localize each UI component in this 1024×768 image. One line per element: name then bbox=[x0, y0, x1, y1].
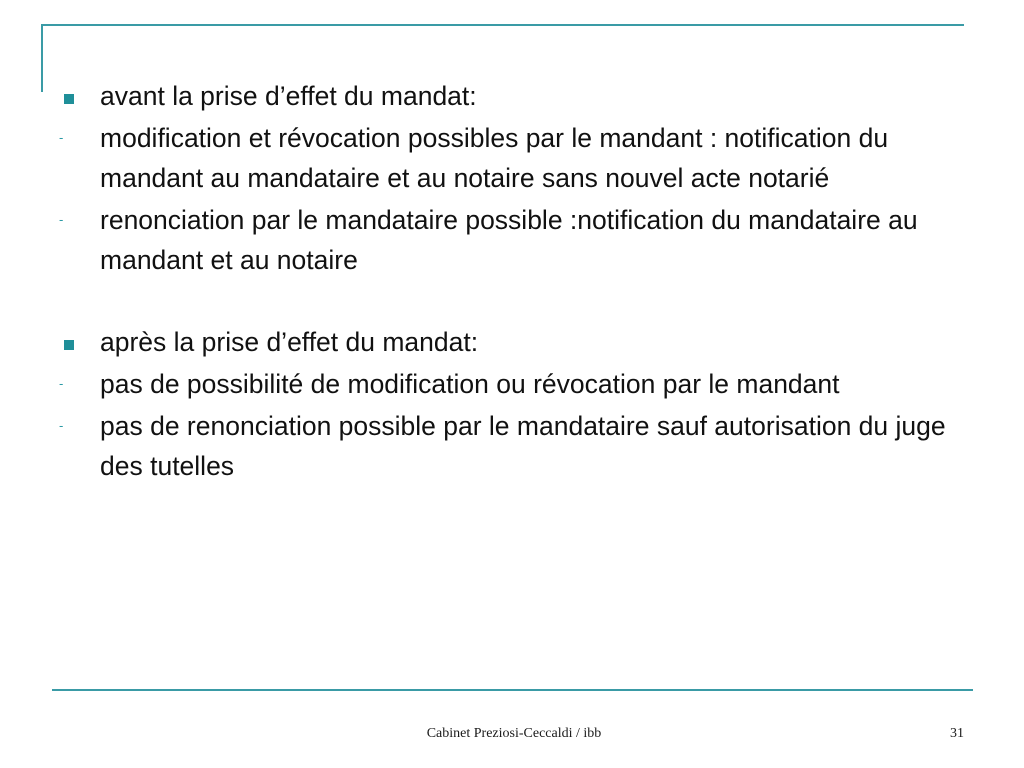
list-item-text: pas de renonciation possible par le mandataire sauf autorisation du juge des tutelles bbox=[100, 411, 946, 481]
list-item bbox=[56, 118, 976, 198]
page-number: 31 bbox=[950, 726, 964, 741]
section-spacer bbox=[56, 280, 976, 322]
dash-bullet-icon: - bbox=[59, 212, 64, 227]
list-item-text: pas de possibilité de modification ou révocation par le mandant bbox=[100, 369, 840, 399]
dash-bullet-icon: - bbox=[59, 418, 64, 433]
frame-left-line bbox=[41, 24, 43, 92]
list-item bbox=[56, 364, 976, 404]
list-item bbox=[56, 406, 976, 486]
dash-bullet-icon: - bbox=[59, 130, 64, 145]
list-item-text: modification et révocation possibles par le mandant : notification du mandant au mandataire et au notaire sans nouvel acte notarié bbox=[100, 123, 889, 193]
section-heading-text: après la prise d’effet du mandat: bbox=[100, 327, 479, 357]
square-bullet-icon bbox=[56, 322, 100, 362]
list-item bbox=[56, 200, 976, 280]
square-bullet-icon bbox=[56, 76, 100, 116]
dash-bullet-icon: - bbox=[59, 376, 64, 391]
footer-divider bbox=[52, 689, 973, 691]
list-item-text: renonciation par le mandataire possible :notification du mandataire au mandant et au notaire bbox=[100, 205, 918, 275]
section-heading bbox=[56, 76, 976, 116]
section-heading bbox=[56, 322, 976, 362]
section-heading-text: avant la prise d’effet du mandat: bbox=[100, 81, 477, 111]
frame-top-line bbox=[41, 24, 964, 26]
slide-content bbox=[56, 76, 976, 486]
footer-source-text: Cabinet Preziosi-Ceccaldi / ibb bbox=[426, 726, 602, 741]
